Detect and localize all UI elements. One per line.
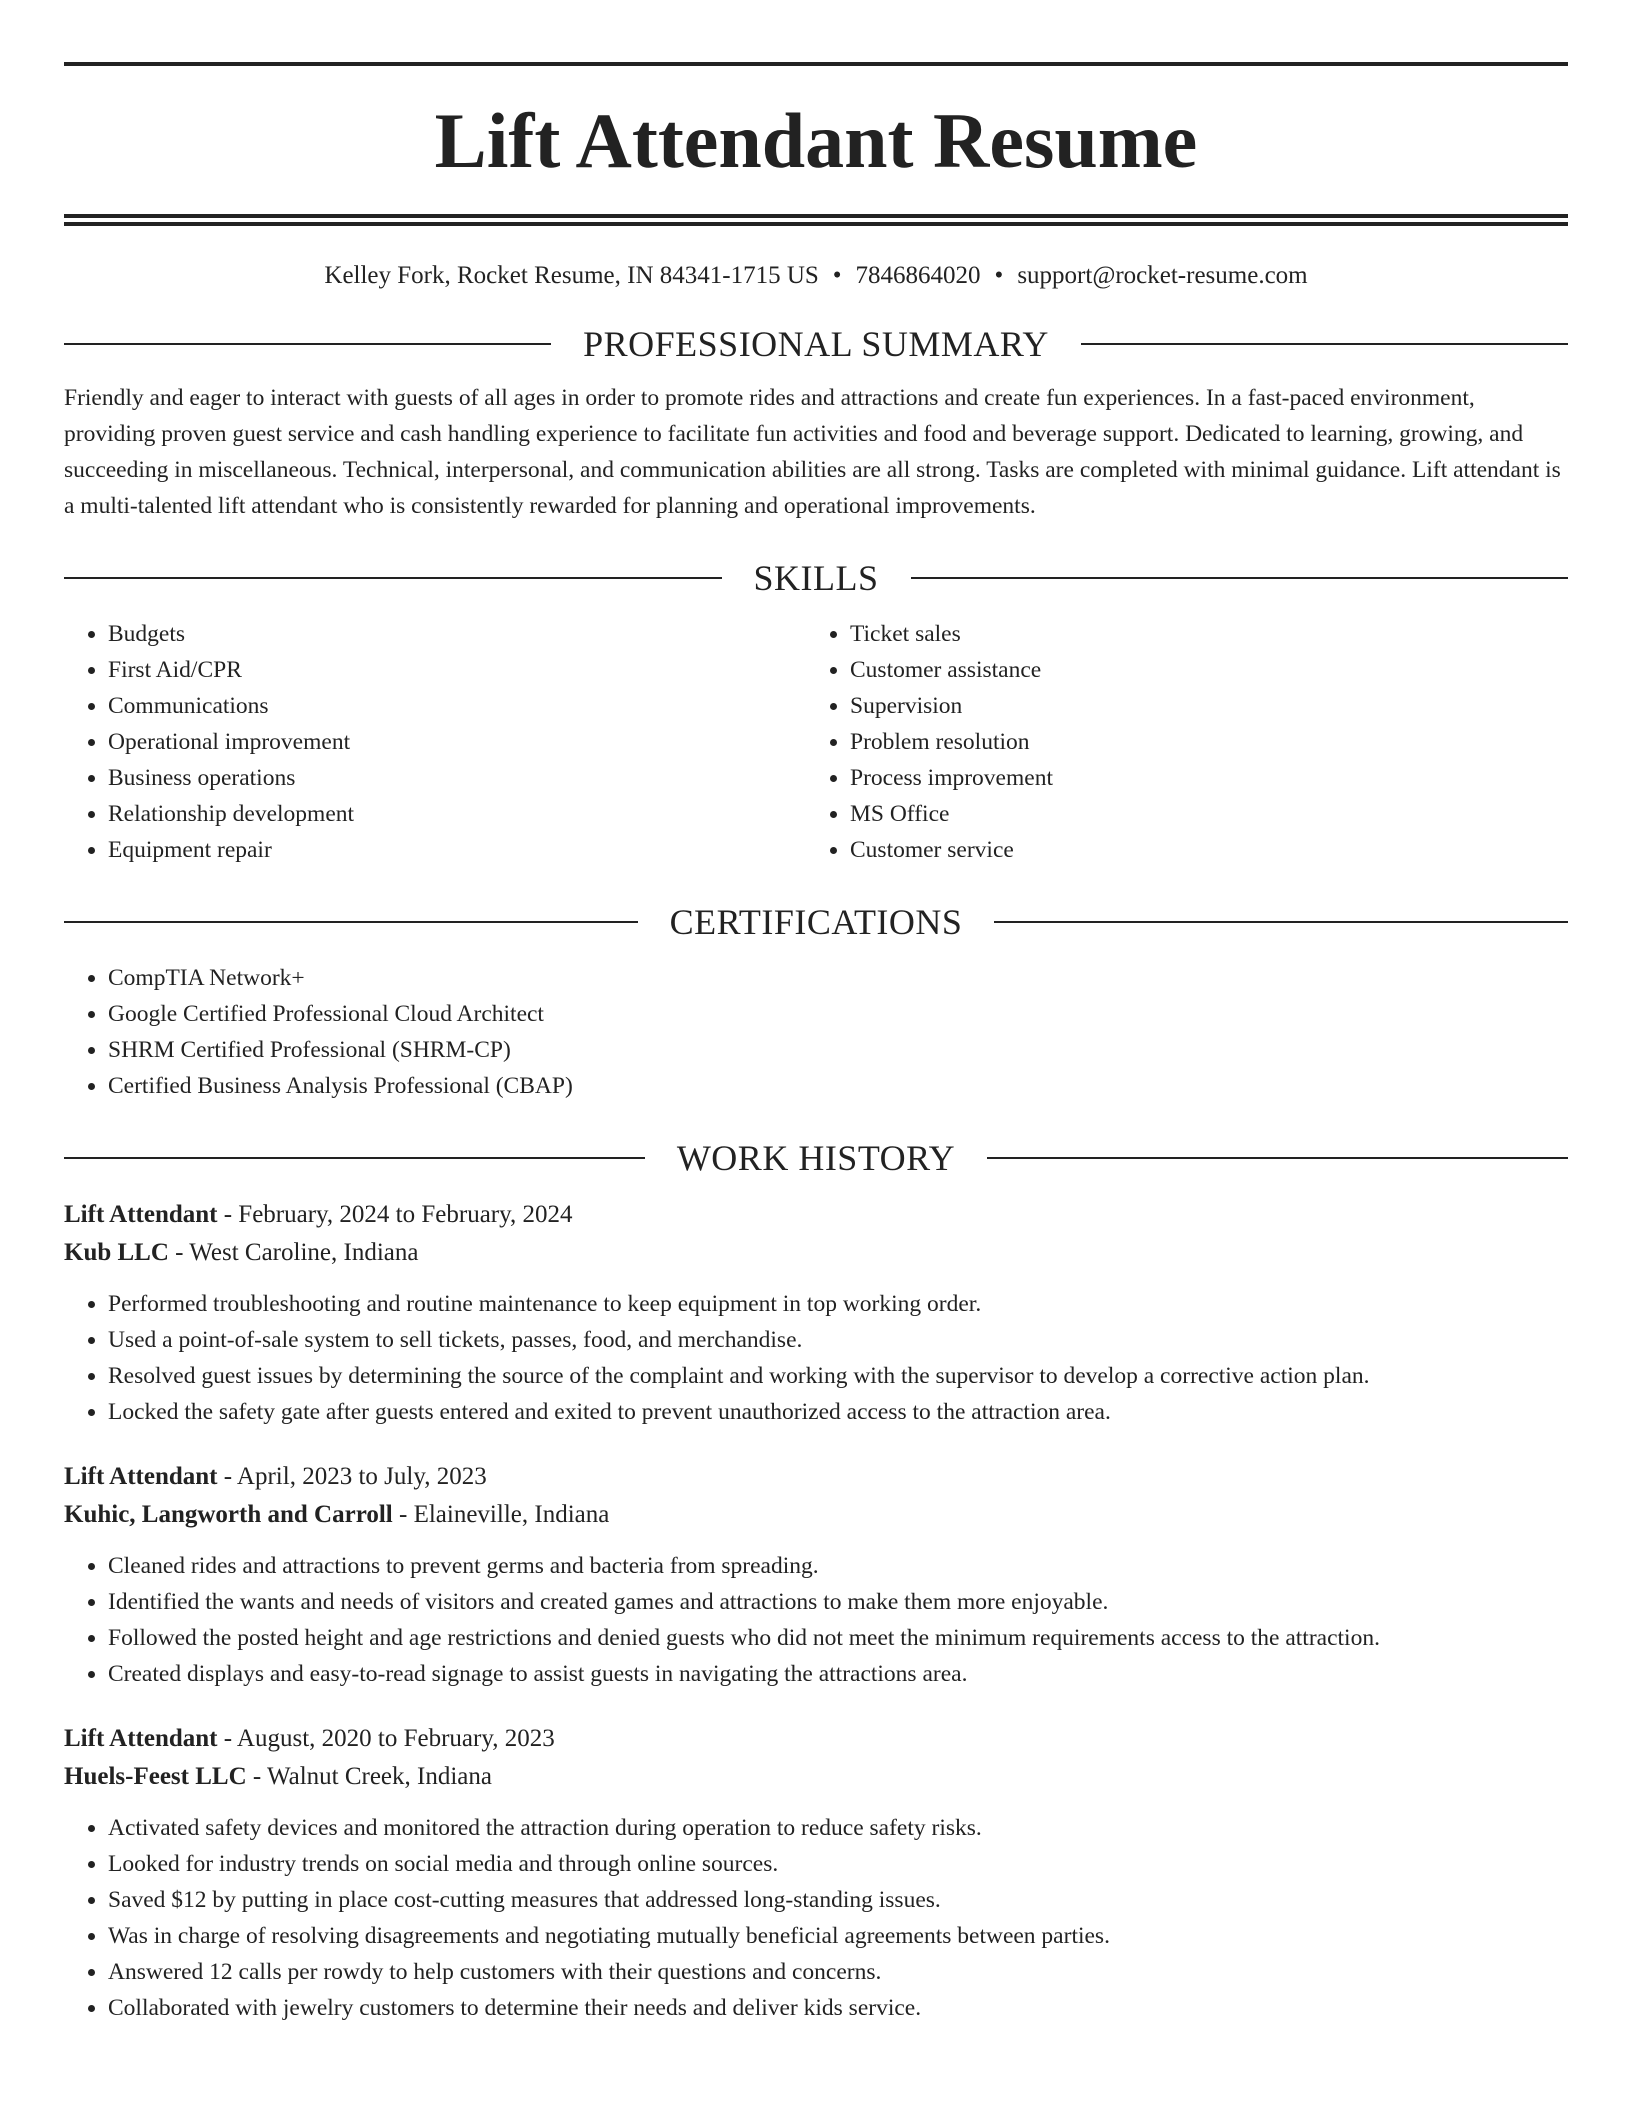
job-duty-item: • Activated safety devices and monitored the attraction during operation to reduce safety risks.: [108, 1810, 1568, 1846]
divider: [64, 577, 722, 579]
job-company: Kuhic, Langworth and Carroll: [64, 1501, 393, 1528]
job-duty-item: • Created displays and easy-to-read signage to assist guests in navigating the attractions area.: [108, 1656, 1568, 1692]
certification-item: • Certified Business Analysis Professional (CBAP): [108, 1068, 1568, 1104]
contact-separator: •: [832, 262, 842, 289]
certification-item: • CompTIA Network+: [108, 960, 1568, 996]
job-duty-item: • Collaborated with jewelry customers to determine their needs and deliver kids service.: [108, 1990, 1568, 2026]
job-dates: - February, 2024 to February, 2024: [217, 1201, 573, 1228]
skills-column-left: [64, 616, 806, 868]
job-entry: [64, 1458, 1568, 1692]
skill-item: • Communications: [108, 688, 806, 724]
job-duty-item: • Identified the wants and needs of visitors and created games and attractions to make them more enjoyable.: [108, 1584, 1568, 1620]
section-header-skills: [64, 560, 1568, 596]
page-title: Lift Attendant Resume: [434, 97, 1198, 184]
section-title-summary: PROFESSIONAL SUMMARY: [583, 324, 1049, 364]
certifications-block: [64, 960, 1568, 1104]
section-header-summary: [64, 326, 1568, 362]
contact-separator: •: [994, 262, 1004, 289]
job-dates: - August, 2020 to February, 2023: [217, 1725, 555, 1752]
skill-item: • Supervision: [850, 688, 1548, 724]
job-company-line: [64, 1496, 1568, 1534]
job-duties-list: [64, 1810, 1568, 2026]
skill-item: • Equipment repair: [108, 832, 806, 868]
skills-left-list: [64, 616, 806, 868]
contact-line: [64, 262, 1568, 290]
job-entry: [64, 1196, 1568, 1430]
skill-item: • Customer assistance: [850, 652, 1548, 688]
job-title: Lift Attendant: [64, 1463, 218, 1490]
certification-item: • SHRM Certified Professional (SHRM-CP): [108, 1032, 1568, 1068]
top-rule: [64, 62, 1568, 66]
skills-column-right: [806, 616, 1548, 868]
job-duty-item: • Saved $12 by putting in place cost-cutting measures that addressed long-standing issues.: [108, 1882, 1568, 1918]
divider: [911, 577, 1569, 579]
summary-text: Friendly and eager to interact with guests of all ages in order to promote rides and attractions and create fun experiences. In a fast-paced environment, providing proven guest service and cash handling experience to facilitate fun activities and food and beverage support. Dedicated to learning, growing, and succeeding in miscellaneous. Technical, interpersonal, and communication abilities are all strong. Tasks are completed with minimal guidance. Lift attendant is a multi-talented lift attendant who is consistently rewarded for planning and operational improvements.: [64, 385, 1561, 519]
divider: [1081, 343, 1568, 345]
job-company: Huels-Feest LLC: [64, 1763, 247, 1790]
skill-item: • Process improvement: [850, 760, 1548, 796]
certification-item: • Google Certified Professional Cloud Architect: [108, 996, 1568, 1032]
skill-item: • Customer service: [850, 832, 1548, 868]
skill-item: • Problem resolution: [850, 724, 1548, 760]
skill-item: • First Aid/CPR: [108, 652, 806, 688]
certifications-list: [64, 960, 1568, 1104]
resume-page: [64, 0, 1568, 2026]
job-duty-item: • Resolved guest issues by determining the source of the complaint and working with the supervisor to develop a corrective action plan.: [108, 1358, 1568, 1394]
divider: [64, 343, 551, 345]
job-duty-item: • Used a point-of-sale system to sell tickets, passes, food, and merchandise.: [108, 1322, 1568, 1358]
contact-email: support@rocket-resume.com: [1017, 262, 1308, 289]
skill-item: • Operational improvement: [108, 724, 806, 760]
job-title: Lift Attendant: [64, 1725, 218, 1752]
job-title-line: [64, 1196, 1568, 1234]
job-title-line: [64, 1458, 1568, 1496]
job-company: Kub LLC: [64, 1239, 169, 1266]
job-duty-item: • Performed troubleshooting and routine maintenance to keep equipment in top working order.: [108, 1286, 1568, 1322]
skill-item: • Business operations: [108, 760, 806, 796]
skills-list: [64, 616, 1568, 868]
divider: [64, 1157, 645, 1159]
skill-item: • Relationship development: [108, 796, 806, 832]
job-duty-item: • Followed the posted height and age restrictions and denied guests who did not meet the minimum requirements access to the attraction.: [108, 1620, 1568, 1656]
section-header-work: [64, 1140, 1568, 1176]
job-location: - West Caroline, Indiana: [168, 1239, 419, 1266]
section-title-skills: SKILLS: [753, 558, 879, 598]
job-location: - Elaineville, Indiana: [392, 1501, 610, 1528]
job-duty-item: • Answered 12 calls per rowdy to help customers with their questions and concerns.: [108, 1954, 1568, 1990]
divider: [994, 921, 1568, 923]
skills-right-list: [806, 616, 1548, 868]
job-title: Lift Attendant: [64, 1201, 218, 1228]
section-title-work: WORK HISTORY: [676, 1138, 956, 1178]
job-company-line: [64, 1758, 1568, 1796]
job-duty-item: • Cleaned rides and attractions to prevent germs and bacteria from spreading.: [108, 1548, 1568, 1584]
job-location: - Walnut Creek, Indiana: [246, 1763, 492, 1790]
job-duty-item: • Looked for industry trends on social media and through online sources.: [108, 1846, 1568, 1882]
job-company-line: [64, 1234, 1568, 1272]
job-duty-item: • Was in charge of resolving disagreements and negotiating mutually beneficial agreements between parties.: [108, 1918, 1568, 1954]
skill-item: • Budgets: [108, 616, 806, 652]
skill-item: • Ticket sales: [850, 616, 1548, 652]
contact-phone: 7846864020: [855, 262, 981, 289]
work-history-list: [64, 1196, 1568, 2026]
job-entry: [64, 1720, 1568, 2026]
divider: [64, 921, 638, 923]
double-rule: [64, 214, 1568, 226]
job-duty-item: • Locked the safety gate after guests entered and exited to prevent unauthorized access to the attraction area.: [108, 1394, 1568, 1430]
job-dates: - April, 2023 to July, 2023: [217, 1463, 487, 1490]
job-duties-list: [64, 1286, 1568, 1430]
skill-item: • MS Office: [850, 796, 1548, 832]
contact-address: Kelley Fork, Rocket Resume, IN 84341-1715 US: [324, 262, 819, 289]
job-duties-list: [64, 1548, 1568, 1692]
section-header-certifications: [64, 904, 1568, 940]
job-title-line: [64, 1720, 1568, 1758]
divider: [987, 1157, 1568, 1159]
section-title-certifications: CERTIFICATIONS: [669, 902, 963, 942]
